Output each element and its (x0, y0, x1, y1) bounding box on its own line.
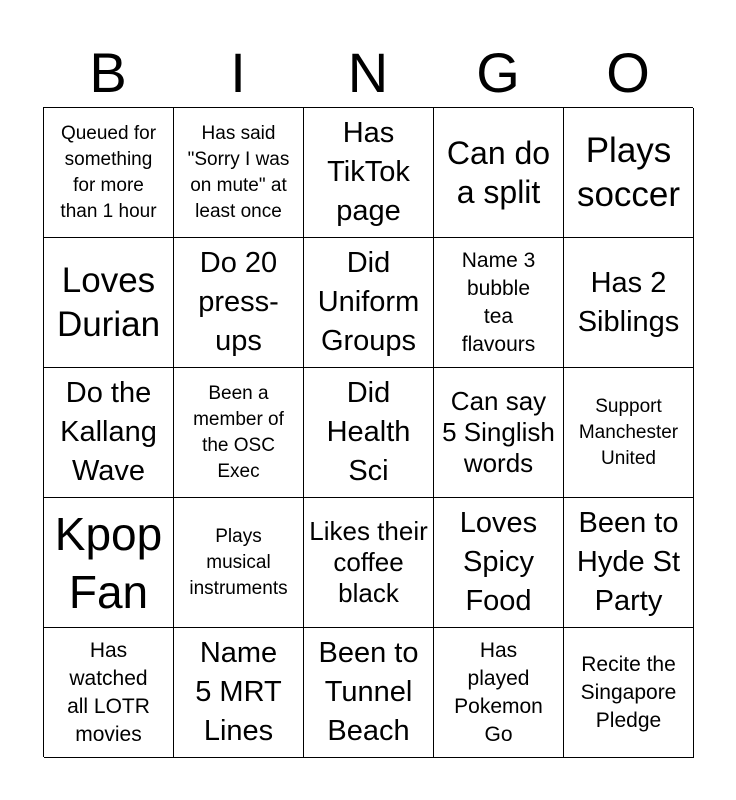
cell-text: Can do a split (446, 134, 551, 210)
cell-text: Can say 5 Singlish words (442, 386, 555, 478)
bingo-cell[interactable] (434, 628, 564, 758)
cell-text: Been to Tunnel Beach (318, 637, 419, 747)
bingo-cell[interactable] (174, 108, 304, 238)
header-letter-i: I (230, 41, 246, 104)
cell-text: Has 2 Siblings (577, 266, 680, 338)
cell-text: Been a member of the OSC Exec (193, 382, 284, 482)
header-letter-n: N (347, 41, 389, 104)
bingo-grid (43, 107, 693, 757)
header-letter-g: G (476, 41, 520, 104)
cell-text: Recite the Singapore Pledge (580, 652, 677, 732)
bingo-cell[interactable] (44, 108, 174, 238)
bingo-cell[interactable] (434, 368, 564, 498)
bingo-cell[interactable] (44, 628, 174, 758)
bingo-cell[interactable] (434, 108, 564, 238)
cell-text: Has said "Sorry I was on mute" at least once (187, 122, 290, 222)
bingo-cell[interactable] (174, 498, 304, 628)
cell-text: Plays soccer (576, 130, 681, 214)
cell-text: Name 5 MRT Lines (195, 637, 282, 747)
cell-text: Loves Durian (56, 260, 161, 344)
header-letter-b: B (89, 41, 127, 104)
bingo-cell[interactable] (564, 628, 694, 758)
bingo-cell[interactable] (304, 498, 434, 628)
cell-text: Has TikTok page (327, 117, 410, 227)
header-letter-o: O (606, 41, 650, 104)
cell-text: Do the Kallang Wave (60, 377, 157, 487)
cell-text: Support Manchester United (578, 395, 679, 469)
cell-text: Did Uniform Groups (317, 247, 420, 357)
cell-text: Do 20 press- ups (198, 247, 279, 357)
bingo-cell[interactable] (304, 238, 434, 368)
cell-text: Likes their coffee black (309, 516, 428, 608)
cell-text: Has watched all LOTR movies (67, 638, 150, 746)
bingo-cell[interactable] (44, 368, 174, 498)
cell-text: Kpop Fan (54, 507, 163, 618)
bingo-cell[interactable] (564, 498, 694, 628)
bingo-cell[interactable] (304, 108, 434, 238)
bingo-cell[interactable] (44, 238, 174, 368)
cell-text: Plays musical instruments (189, 525, 288, 599)
cell-text: Loves Spicy Food (459, 507, 538, 617)
bingo-cell[interactable] (174, 368, 304, 498)
cell-text: Name 3 bubble tea flavours (461, 248, 536, 356)
cell-text: Has played Pokemon Go (454, 638, 543, 746)
bingo-cell[interactable] (564, 368, 694, 498)
cell-text: Been to Hyde St Party (576, 507, 681, 617)
bingo-cell[interactable] (174, 628, 304, 758)
bingo-cell[interactable] (304, 628, 434, 758)
bingo-cell[interactable] (174, 238, 304, 368)
cell-text: Queued for something for more than 1 hour (60, 122, 157, 222)
bingo-cell[interactable] (44, 498, 174, 628)
bingo-cell[interactable] (434, 498, 564, 628)
bingo-cell[interactable] (434, 238, 564, 368)
bingo-cell[interactable] (304, 368, 434, 498)
bingo-cell[interactable] (564, 108, 694, 238)
cell-text: Did Health Sci (326, 377, 411, 487)
bingo-header (43, 38, 693, 108)
bingo-cell[interactable] (564, 238, 694, 368)
